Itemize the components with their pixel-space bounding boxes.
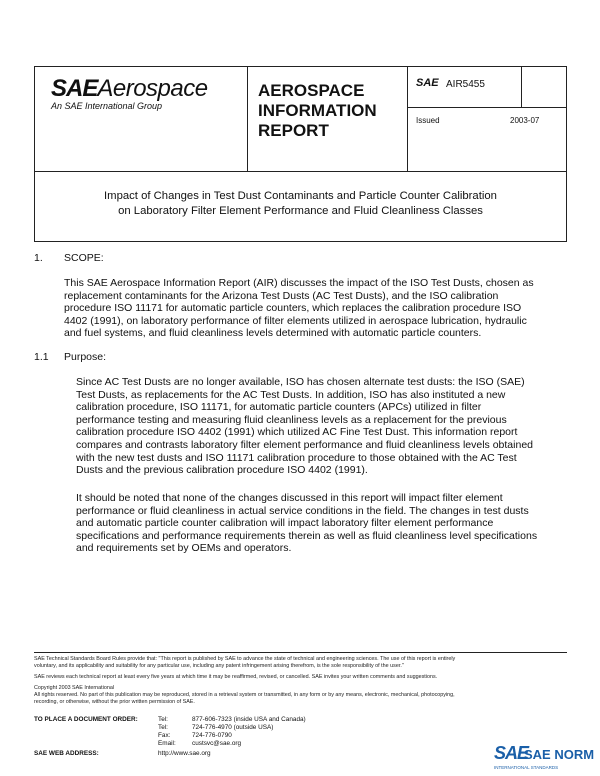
sae-mini-logo: SAE <box>416 77 439 89</box>
footer-review: SAE reviews each technical report at least every five years at which time it may be reaffirmed, revised, or cancelled. SAE invites your written comments and suggestions. <box>34 674 438 680</box>
order-label <box>34 716 138 724</box>
order-label-text: TO PLACE A DOCUMENT ORDER: <box>34 716 138 723</box>
footer-rules-line: SAE Technical Standards Board Rules provide that: "This report is published by SAE to advance the state of technical and engineering sciences. The use of this report is entirely <box>34 656 456 662</box>
footer-rules-line: voluntary, and its applicability and suitability for any particular use, including any patent infringement arising therefrom, is the sole responsibility of the user." <box>34 663 404 669</box>
document-title-band <box>34 172 567 242</box>
purpose-line: It should be noted that none of the changes discussed in this report will impact filter element <box>76 492 503 504</box>
sae-norm-logo-mark: SAE <box>494 743 529 763</box>
scope-line: replacement contaminants for the Arizona Test Dusts (AC Test Dusts), and the ISO calibration <box>64 289 499 302</box>
document-title-line-1: Impact of Changes in Test Dust Contaminants and Particle Counter Calibration <box>104 190 497 202</box>
doc-number-cell <box>408 67 521 107</box>
issued-label: Issued <box>416 116 440 125</box>
sae-norm-subtext: INTERNATIONAL STANDARDS <box>494 765 559 770</box>
web-address-link[interactable]: http://www.sae.org <box>158 750 211 757</box>
contact-label: Fax: <box>158 732 171 739</box>
report-type-line-1: AEROSPACE <box>258 81 365 100</box>
scope-line: procedure ISO 11171 for automatic particle counters, which replaces the calibration procedure ISO <box>64 302 522 315</box>
purpose-line: specifications and performance requirements therein as well as fluid cleanliness level specifications <box>76 529 538 542</box>
footer-copyright-line: Copyright 2003 SAE International <box>34 685 115 691</box>
document-title-line-2: on Laboratory Filter Element Performance and Fluid Cleanliness Classes <box>118 205 483 217</box>
footer-copyright <box>34 685 570 706</box>
section-heading-purpose: Purpose: <box>64 351 107 363</box>
contact-value: 877-606-7323 (inside USA and Canada) <box>192 716 306 723</box>
section-heading-scope: SCOPE: <box>64 252 104 264</box>
contact-email-link[interactable]: custsvc@sae.org <box>192 740 242 747</box>
purpose-line: and automatic particle counter calibration will impact laboratory filter element performance <box>76 517 494 530</box>
footer-rules <box>34 656 570 670</box>
purpose-paragraph-1 <box>76 376 533 477</box>
contact-labels <box>158 716 176 748</box>
report-type-line-3: REPORT <box>258 121 329 140</box>
purpose-line: Since AC Test Dusts are no longer available, ISO has chosen alternate test dusts: the ISO (SAE) <box>76 376 525 388</box>
header-doc-info-cell <box>407 67 567 171</box>
web-address-label-text: SAE WEB ADDRESS: <box>34 750 99 757</box>
purpose-line: Dusts and the previous calibration procedure ISO 4402 (1991). <box>76 464 368 477</box>
scope-line: 4402 (1991), on laboratory performance of filter elements utilized in aerospace lubrication, hydraulic <box>64 314 527 327</box>
footer-copyright-line: recording, or otherwise, without the prior written permission of SAE. <box>34 699 195 705</box>
contact-values <box>192 716 306 748</box>
web-address-label <box>34 750 99 758</box>
doc-number: AIR5455 <box>446 79 485 90</box>
scope-line: and fuel systems, and fluid cleanliness levels determined with automatic particle counters. <box>64 327 482 340</box>
contact-label: Email: <box>158 740 176 747</box>
footer-divider <box>34 652 567 653</box>
section-number-purpose: 1.1 <box>34 351 49 363</box>
sae-norm-brand <box>494 743 595 770</box>
document-header <box>34 66 567 172</box>
purpose-line: with the new test dusts and ISO 11171 calibration procedure to those obtained with the AC Test <box>76 451 517 464</box>
contact-label: Tel: <box>158 724 168 731</box>
purpose-line: and requirements set by OEMs and operators. <box>76 542 292 555</box>
purpose-line: calibration procedure, ISO 11171, for automatic particle counters (APCs) utilized in filter <box>76 401 482 414</box>
report-type-title <box>258 81 377 141</box>
issued-row <box>408 107 567 172</box>
report-type-line-2: INFORMATION <box>258 101 377 120</box>
sae-norm-text: SAE NORM <box>524 747 595 762</box>
header-logo-cell <box>35 67 247 171</box>
purpose-line: calibration procedure ISO 4402 (1991) which utilized AC Fine Test Dust. This information report <box>76 426 518 439</box>
contact-value: 724-776-0790 <box>192 732 232 739</box>
purpose-paragraph-2 <box>76 492 537 555</box>
logo-aerospace-text: Aerospace <box>97 75 208 102</box>
purpose-line: performance testing and measuring fluid cleanliness levels as a replacement for the previous <box>76 413 507 426</box>
logo-sae-text: SAE <box>51 75 98 102</box>
scope-line: This SAE Aerospace Information Report (AIR) discusses the impact of the ISO Test Dusts, chosen as <box>64 277 534 289</box>
sae-aerospace-logo <box>51 75 208 111</box>
contact-value: 724-776-4970 (outside USA) <box>192 724 274 731</box>
purpose-line: Test Dusts, as replacements for the AC Test Dusts. In addition, ISO has also instituted a new <box>76 388 506 401</box>
footer-copyright-line: All rights reserved. No part of this publication may be reproduced, stored in a retrieval system or transmitted, in any form or by any means, electronic, mechanical, photocopying, <box>34 692 455 698</box>
scope-paragraph <box>64 277 534 340</box>
issued-date: 2003-07 <box>510 116 540 125</box>
contact-label: Tel: <box>158 716 168 723</box>
section-number-scope: 1. <box>34 252 43 264</box>
header-title-cell <box>247 67 408 171</box>
logo-tagline: An SAE International Group <box>51 101 163 111</box>
revision-cell <box>521 67 568 107</box>
purpose-line: compares and contrasts laboratory filter element performance and fluid cleanliness levels obtained <box>76 438 533 451</box>
purpose-line: performance or fluid cleanliness in actual service conditions in the field. The changes in test dusts <box>76 504 529 517</box>
